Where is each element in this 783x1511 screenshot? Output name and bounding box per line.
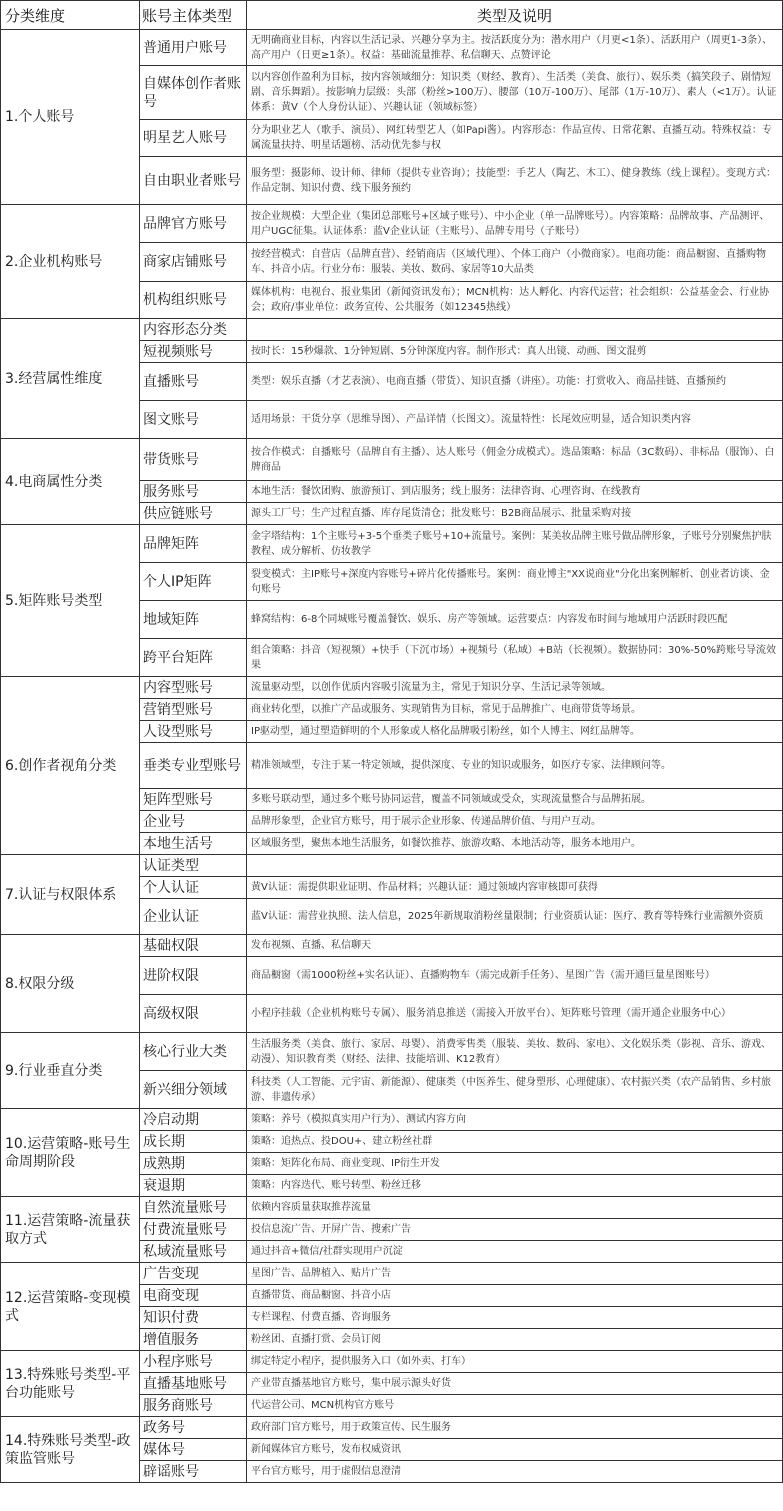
description-cell: 按经营模式：自营店（品牌直营）、经销商店（区域代理）、个体工商户（小微商家）。电商功能：商品橱窗、直播购物车、抖音小店。行业分布：服装、美妆、数码、家居等10大品类 (247, 243, 783, 282)
header-category: 分类维度 (1, 1, 140, 30)
account-type-cell: 基础权限 (140, 935, 247, 957)
category-cell: 10.运营策略-账号生命周期阶段 (1, 1109, 140, 1197)
category-cell: 9.行业垂直分类 (1, 1033, 140, 1109)
account-type-cell: 知识付费 (140, 1307, 247, 1329)
account-type-cell: 成长期 (140, 1131, 247, 1153)
account-type-cell: 短视频账号 (140, 341, 247, 363)
description-cell: 金字塔结构：1个主账号+3-5个垂类子账号+10+流量号。案例：某美妆品牌主账号做品牌形象，子账号分别聚焦护肤教程、成分解析、仿妆教学 (247, 525, 783, 563)
description-cell: 粉丝团、直播打赏、会员订阅 (247, 1329, 783, 1351)
description-cell: 本地生活：餐饮团购、旅游预订、到店服务；线上服务：法律咨询、心理咨询、在线教育 (247, 481, 783, 503)
table-row (1, 1263, 783, 1285)
account-type-cell: 自媒体创作者账号 (140, 66, 247, 120)
table-row (1, 205, 783, 243)
account-type-cell: 内容形态分类 (140, 319, 247, 341)
description-cell: 绑定特定小程序，提供服务入口（如外卖、打车） (247, 1351, 783, 1373)
account-type-cell: 衰退期 (140, 1175, 247, 1197)
description-cell: 裂变模式：主IP账号+深度内容账号+碎片化传播账号。案例：商业博主"XX说商业"分化出案例解析、创业者访谈、金句账号 (247, 563, 783, 601)
description-cell: 直播带货、商品橱窗、抖音小店 (247, 1285, 783, 1307)
category-cell: 8.权限分级 (1, 935, 140, 1033)
description-cell: 依赖内容质量获取推荐流量 (247, 1197, 783, 1219)
table-body (1, 30, 783, 1483)
table-row (1, 855, 783, 877)
description-cell: 策略：追热点、投DOU+、建立粉丝社群 (247, 1131, 783, 1153)
description-cell: 类型：娱乐直播（才艺表演）、电商直播（带货）、知识直播（讲座）。功能：打赏收入、商品挂链、直播预约 (247, 363, 783, 401)
account-type-cell: 服务账号 (140, 481, 247, 503)
description-cell: 适用场景：干货分享（思维导图）、产品详情（长图文）。流量特性：长尾效应明显，适合知识类内容 (247, 401, 783, 439)
description-cell: 按企业规模：大型企业（集团总部账号+区域子账号）、中小企业（单一品牌账号）。内容策略：品牌故事、产品测评、用户UGC征集。认证体系：蓝V企业认证（主账号）、品牌专用号（子账号） (247, 205, 783, 243)
description-cell: 策略：矩阵化布局、商业变现、IP衍生开发 (247, 1153, 783, 1175)
table-row (1, 1109, 783, 1131)
category-cell: 2.企业机构账号 (1, 205, 140, 319)
account-type-cell: 自由职业者账号 (140, 157, 247, 205)
description-cell: 分为职业艺人（歌手、演员）、网红转型艺人（如Papi酱）。内容形态：作品宣传、日常花絮、直播互动。特殊权益：专属流量扶持、明星话题榜、活动优先参与权 (247, 120, 783, 157)
description-cell: 精准领域型，专注于某一特定领域，提供深度、专业的知识或服务，如医疗专家、法律顾问等。 (247, 743, 783, 789)
description-cell: 新闻媒体官方账号，发布权威资讯 (247, 1439, 783, 1461)
account-type-cell: 广告变现 (140, 1263, 247, 1285)
description-cell: 商品橱窗（需1000粉丝+实名认证）、直播购物车（需完成新手任务）、星图广告（需开通巨量星图账号） (247, 957, 783, 995)
account-type-cell: 政务号 (140, 1417, 247, 1439)
description-cell: 商业转化型，以推广产品或服务、实现销售为目标，常见于品牌推广、电商带货等场景。 (247, 699, 783, 721)
account-type-cell: 电商变现 (140, 1285, 247, 1307)
description-cell: 以内容创作盈利为目标，按内容领域细分：知识类（财经、教育）、生活类（美食、旅行）、娱乐类（搞笑段子、剧情短剧、音乐舞蹈）。按影响力层级：头部（粉丝>100万）、腰部（10万-100万）、尾部（1万-10万）、素人（<1万）。认证体系：黄V（个人身份认证）、兴趣认证（领域标签） (247, 66, 783, 120)
account-type-cell: 新兴细分领域 (140, 1071, 247, 1109)
table-row (1, 677, 783, 699)
table-row (1, 30, 783, 66)
account-type-cell: 辟谣账号 (140, 1461, 247, 1483)
header-row (1, 1, 783, 30)
table-row (1, 319, 783, 341)
description-cell: 流量驱动型，以创作优质内容吸引流量为主，常见于知识分享、生活记录等领域。 (247, 677, 783, 699)
account-type-cell: 私域流量账号 (140, 1241, 247, 1263)
description-cell: 平台官方账号，用于虚假信息澄清 (247, 1461, 783, 1483)
account-type-cell: 核心行业大类 (140, 1033, 247, 1071)
description-cell: 代运营公司、MCN机构官方账号 (247, 1395, 783, 1417)
account-type-cell: 地域矩阵 (140, 601, 247, 639)
account-type-cell: 小程序账号 (140, 1351, 247, 1373)
description-cell (247, 855, 783, 877)
account-type-cell: 企业认证 (140, 899, 247, 935)
description-cell: 生活服务类（美食、旅行、家居、母婴）、消费零售类（服装、美妆、数码、家电）、文化娱乐类（影视、音乐、游戏、动漫）、知识教育类（财经、法律、技能培训、K12教育） (247, 1033, 783, 1071)
description-cell: 按合作模式：自播账号（品牌自有主播）、达人账号（佣金分成模式）。选品策略：标品（3C数码）、非标品（服饰）、白牌商品 (247, 439, 783, 481)
account-type-cell: 普通用户账号 (140, 30, 247, 66)
account-type-cell: 图文账号 (140, 401, 247, 439)
category-cell: 3.经营属性维度 (1, 319, 140, 439)
account-type-cell: 成熟期 (140, 1153, 247, 1175)
category-cell: 12.运营策略-变现模式 (1, 1263, 140, 1351)
account-type-cell: 带货账号 (140, 439, 247, 481)
header-account-type: 账号主体类型 (140, 1, 247, 30)
description-cell: 多账号联动型，通过多个账号协同运营，覆盖不同领域或受众，实现流量整合与品牌拓展。 (247, 789, 783, 811)
description-cell: 品牌形象型，企业官方账号，用于展示企业形象、传递品牌价值、与用户互动。 (247, 811, 783, 833)
description-cell: 发布视频、直播、私信聊天 (247, 935, 783, 957)
table-row (1, 525, 783, 563)
description-cell: 按时长：15秒爆款、1分钟短剧、5分钟深度内容。制作形式：真人出镜、动画、图文混剪 (247, 341, 783, 363)
table-row (1, 439, 783, 481)
description-cell: 星图广告、品牌植入、贴片广告 (247, 1263, 783, 1285)
description-cell: 区域服务型，聚焦本地生活服务，如餐饮推荐、旅游攻略、本地活动等，服务本地用户。 (247, 833, 783, 855)
account-type-cell: 跨平台矩阵 (140, 639, 247, 677)
description-cell: 组合策略：抖音（短视频）+快手（下沉市场）+视频号（私域）+B站（长视频）。数据协同：30%-50%跨账号导流效果 (247, 639, 783, 677)
category-cell: 14.特殊账号类型-政策监管账号 (1, 1417, 140, 1483)
description-cell: 蓝V认证：需营业执照、法人信息，2025年新规取消粉丝量限制；行业资质认证：医疗、教育等特殊行业需额外资质 (247, 899, 783, 935)
account-type-cell: 媒体号 (140, 1439, 247, 1461)
category-cell: 5.矩阵账号类型 (1, 525, 140, 677)
account-type-cell: 自然流量账号 (140, 1197, 247, 1219)
account-type-cell: 商家店铺账号 (140, 243, 247, 282)
account-type-cell: 垂类专业型账号 (140, 743, 247, 789)
account-type-cell: 品牌官方账号 (140, 205, 247, 243)
category-cell: 4.电商属性分类 (1, 439, 140, 525)
account-type-cell: 进阶权限 (140, 957, 247, 995)
description-cell: 政府部门官方账号，用于政策宣传、民生服务 (247, 1417, 783, 1439)
account-type-cell: 本地生活号 (140, 833, 247, 855)
account-type-cell: 企业号 (140, 811, 247, 833)
account-type-cell: 人设型账号 (140, 721, 247, 743)
description-cell: 产业带直播基地官方账号，集中展示源头好货 (247, 1373, 783, 1395)
account-type-cell: 服务商账号 (140, 1395, 247, 1417)
account-type-cell: 认证类型 (140, 855, 247, 877)
description-cell: IP驱动型，通过塑造鲜明的个人形象或人格化品牌吸引粉丝，如个人博主、网红品牌等。 (247, 721, 783, 743)
description-cell: 媒体机构：电视台、报业集团（新闻资讯发布）；MCN机构：达人孵化、内容代运营；社会组织：公益基金会、行业协会；政府/事业单位：政务宣传、公共服务（如12345热线） (247, 282, 783, 319)
description-cell: 小程序挂载（企业机构账号专属）、服务消息推送（需接入开放平台）、矩阵账号管理（需开通企业服务中心） (247, 995, 783, 1033)
category-cell: 7.认证与权限体系 (1, 855, 140, 935)
table-row (1, 1351, 783, 1373)
account-type-cell: 营销型账号 (140, 699, 247, 721)
table-row (1, 1417, 783, 1439)
account-type-cell: 明星艺人账号 (140, 120, 247, 157)
account-type-cell: 个人IP矩阵 (140, 563, 247, 601)
account-type-cell: 机构组织账号 (140, 282, 247, 319)
category-cell: 6.创作者视角分类 (1, 677, 140, 855)
account-type-cell: 个人认证 (140, 877, 247, 899)
description-cell: 无明确商业目标，内容以生活记录、兴趣分享为主。按活跃度分为：潜水用户（月更<1条）、活跃用户（周更1-3条）、高产用户（日更≥1条）。权益：基础流量推荐、私信聊天、点赞评论 (247, 30, 783, 66)
account-type-cell: 付费流量账号 (140, 1219, 247, 1241)
account-type-cell: 高级权限 (140, 995, 247, 1033)
table-row (1, 1033, 783, 1071)
description-cell: 服务型：摄影师、设计师、律师（提供专业咨询）；技能型：手艺人（陶艺、木工）、健身教练（线上课程）。变现方式：作品定制、知识付费、线下服务预约 (247, 157, 783, 205)
account-type-cell: 直播基地账号 (140, 1373, 247, 1395)
category-cell: 13.特殊账号类型-平台功能账号 (1, 1351, 140, 1417)
description-cell: 源头工厂号：生产过程直播、库存尾货清仓；批发账号：B2B商品展示、批量采购对接 (247, 503, 783, 525)
account-type-cell: 增值服务 (140, 1329, 247, 1351)
description-cell: 通过抖音+微信/社群实现用户沉淀 (247, 1241, 783, 1263)
table-row (1, 1197, 783, 1219)
account-type-cell: 冷启动期 (140, 1109, 247, 1131)
account-type-cell: 供应链账号 (140, 503, 247, 525)
description-cell (247, 319, 783, 341)
account-type-cell: 品牌矩阵 (140, 525, 247, 563)
description-cell: 蜂窝结构：6-8个同城账号覆盖餐饮、娱乐、房产等领域。运营要点：内容发布时间与地域用户活跃时段匹配 (247, 601, 783, 639)
account-type-cell: 矩阵型账号 (140, 789, 247, 811)
category-cell: 1.个人账号 (1, 30, 140, 205)
description-cell: 黄V认证：需提供职业证明、作品材料；兴趣认证：通过领域内容审核即可获得 (247, 877, 783, 899)
table-row (1, 935, 783, 957)
account-type-cell: 直播账号 (140, 363, 247, 401)
description-cell: 投信息流广告、开屏广告、搜索广告 (247, 1219, 783, 1241)
description-cell: 专栏课程、付费直播、咨询服务 (247, 1307, 783, 1329)
description-cell: 策略：内容迭代、账号转型、粉丝迁移 (247, 1175, 783, 1197)
description-cell: 科技类（人工智能、元宇宙、新能源）、健康类（中医养生、健身塑形、心理健康）、农村振兴类（农产品销售、乡村旅游、非遗传承） (247, 1071, 783, 1109)
account-type-cell: 内容型账号 (140, 677, 247, 699)
category-cell: 11.运营策略-流量获取方式 (1, 1197, 140, 1263)
header-description: 类型及说明 (247, 1, 783, 30)
description-cell: 策略：养号（模拟真实用户行为）、测试内容方向 (247, 1109, 783, 1131)
